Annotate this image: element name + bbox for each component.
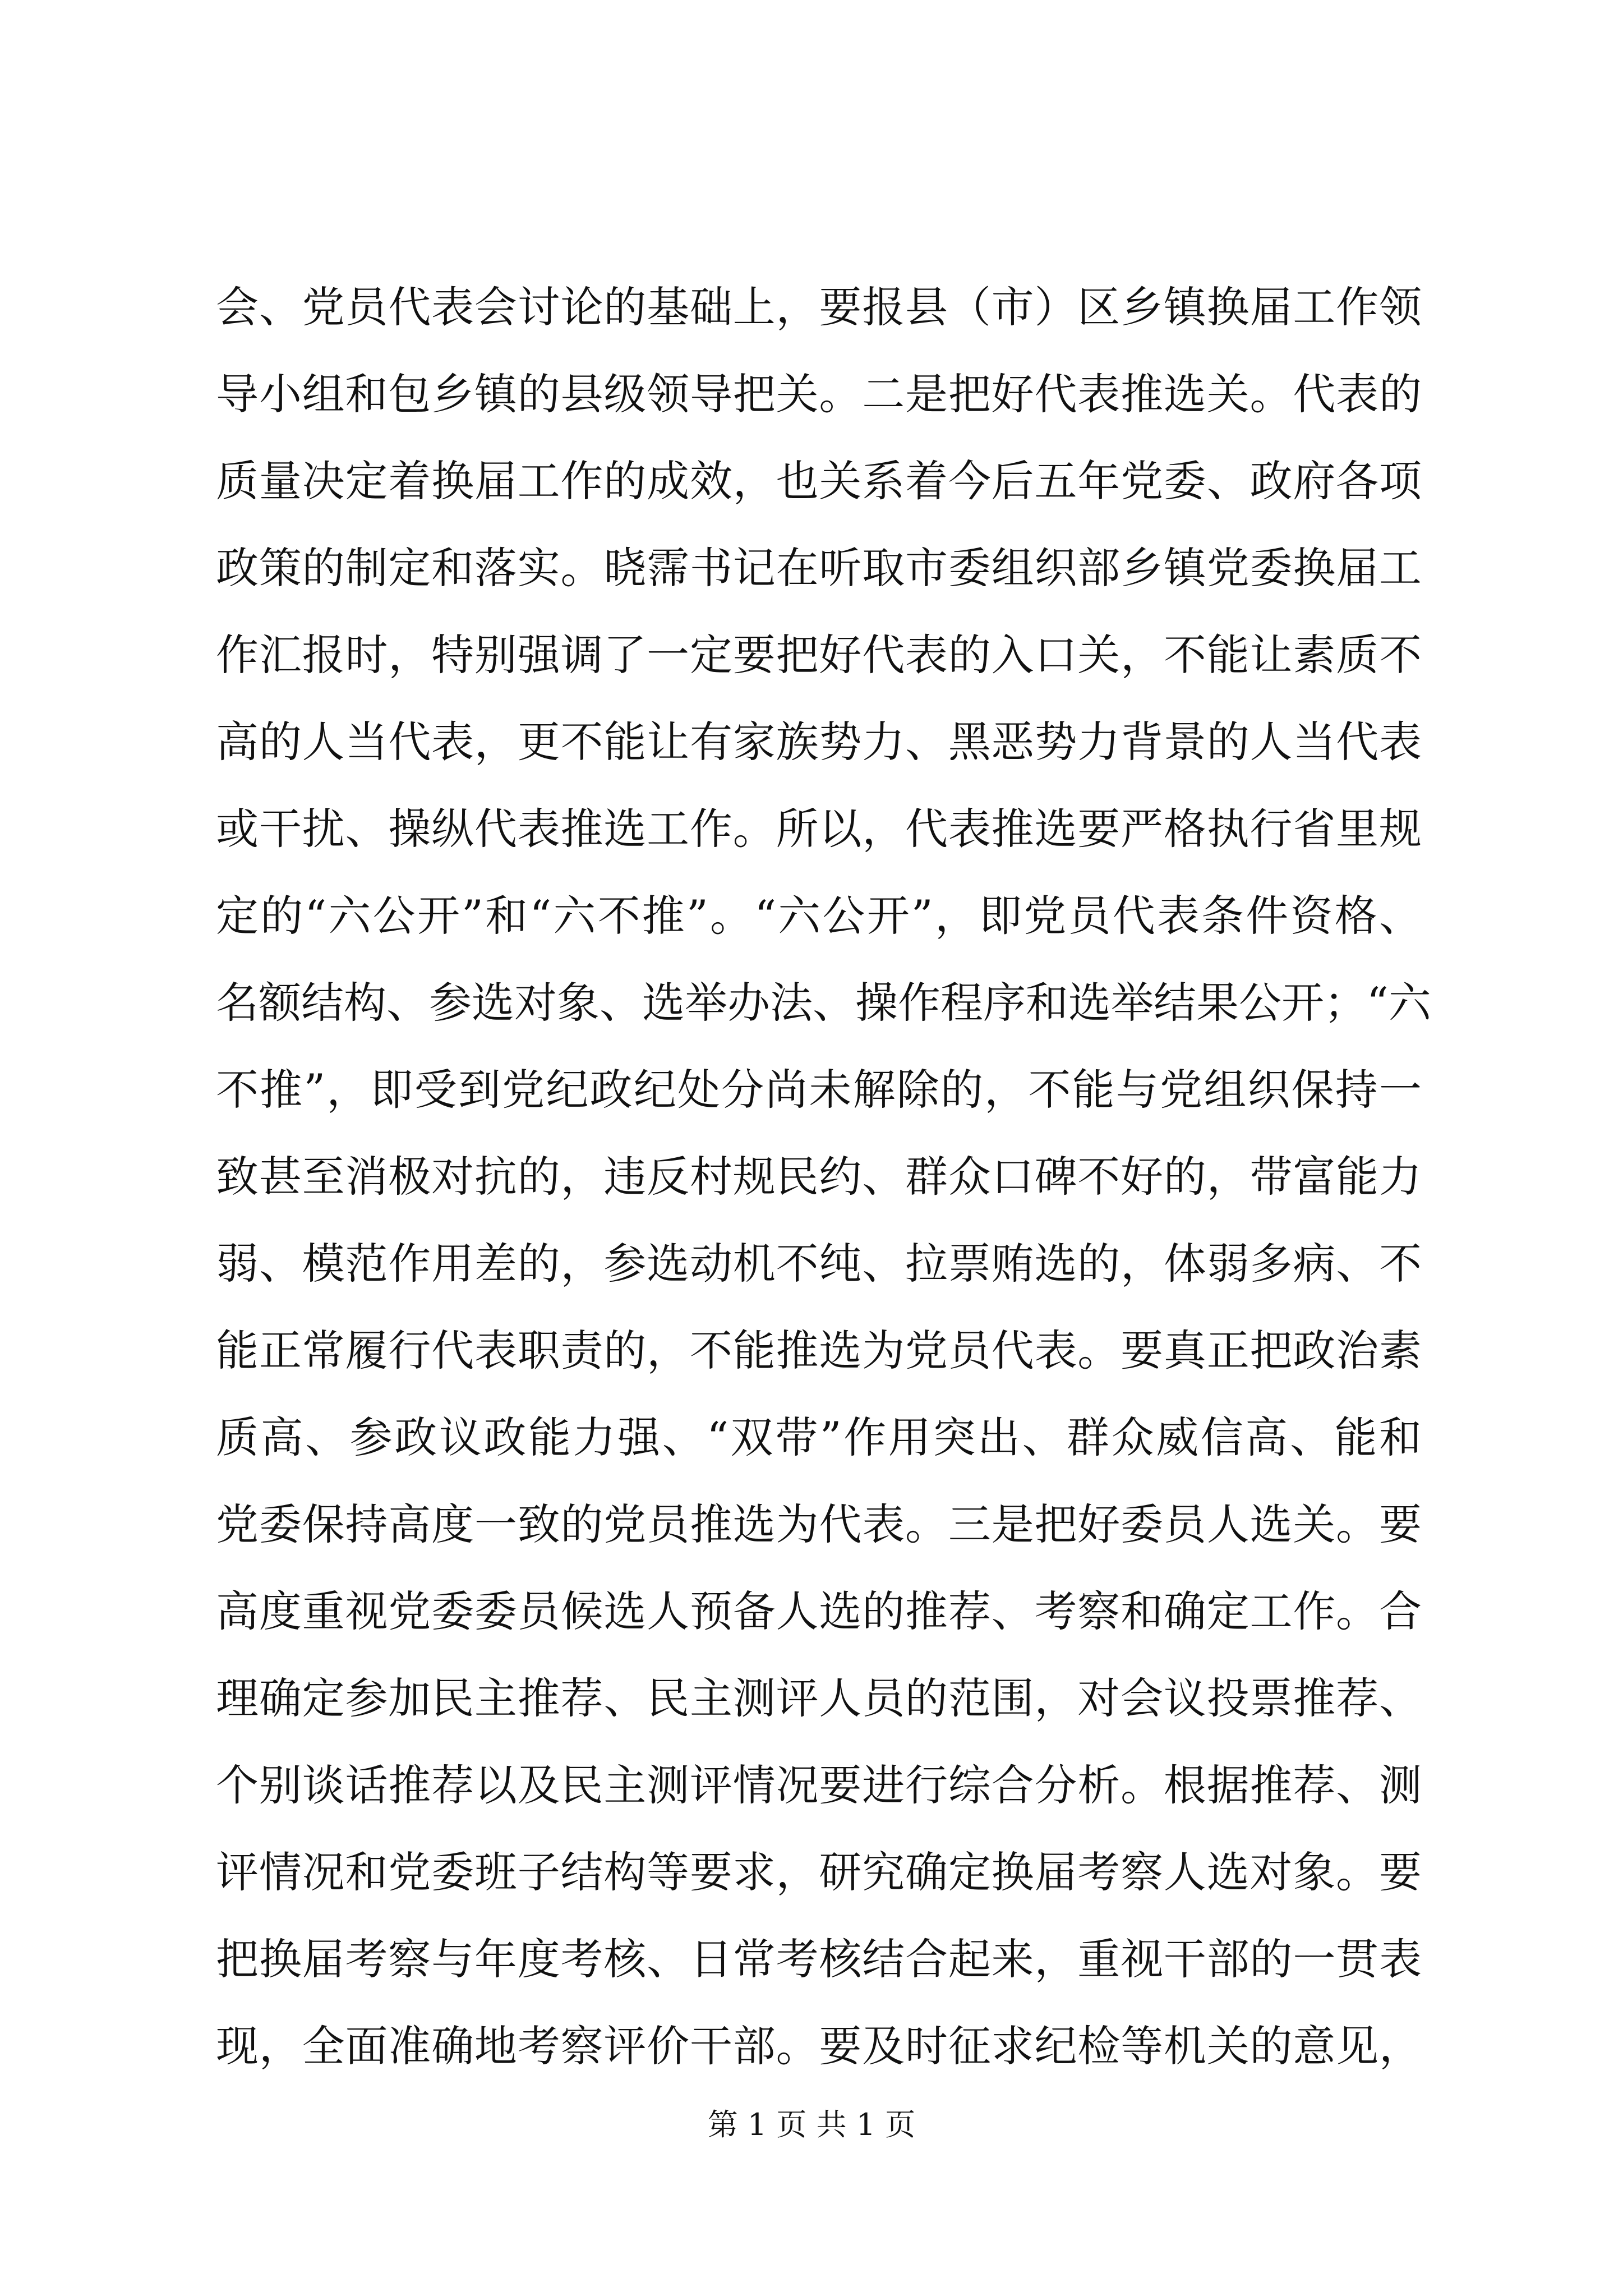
text-line: 作汇报时，特别强调了一定要把好代表的入口关，不能让素质不 bbox=[216, 630, 1422, 680]
text-line: 质高、参政议政能力强、“双带”作用突出、群众威信高、能和 bbox=[216, 1412, 1422, 1462]
text-line: 能正常履行代表职责的，不能推选为党员代表。要真正把政治素 bbox=[216, 1326, 1422, 1375]
text-line: 理确定参加民主推荐、民主测评人员的范围，对会议投票推荐、 bbox=[216, 1673, 1422, 1723]
text-line: 高度重视党委委员候选人预备人选的推荐、考察和确定工作。合 bbox=[216, 1586, 1422, 1636]
page-number-footer: 第 1 页 共 1 页 bbox=[707, 2107, 916, 2142]
text-line: 把换届考察与年度考核、日常考核结合起来，重视干部的一贯表 bbox=[216, 1934, 1422, 1984]
text-line: 致甚至消极对抗的，违反村规民约、群众口碑不好的，带富能力 bbox=[216, 1152, 1422, 1202]
text-line: 个别谈话推荐以及民主测评情况要进行综合分析。根据推荐、测 bbox=[216, 1760, 1422, 1810]
text-line: 会、党员代表会讨论的基础上，要报县（市）区乡镇换届工作领 bbox=[216, 282, 1422, 332]
text-line: 或干扰、操纵代表推选工作。所以，代表推选要严格执行省里规 bbox=[216, 804, 1422, 854]
text-line: 定的“六公开”和“六不推”。“六公开”，即党员代表条件资格、 bbox=[216, 891, 1422, 941]
text-line: 名额结构、参选对象、选举办法、操作程序和选举结果公开；“六 bbox=[216, 978, 1431, 1028]
text-line: 党委保持高度一致的党员推选为代表。三是把好委员人选关。要 bbox=[216, 1499, 1422, 1549]
text-line: 导小组和包乡镇的县级领导把关。二是把好代表推选关。代表的 bbox=[216, 369, 1422, 419]
text-line: 不推”，即受到党纪政纪处分尚未解除的，不能与党组织保持一 bbox=[216, 1065, 1422, 1115]
text-line: 现，全面准确地考察评价干部。要及时征求纪检等机关的意见， bbox=[216, 2021, 1422, 2071]
text-line: 政策的制定和落实。晓霈书记在听取市委组织部乡镇党委换届工 bbox=[216, 543, 1422, 593]
text-line: 评情况和党委班子结构等要求，研究确定换届考察人选对象。要 bbox=[216, 1847, 1422, 1897]
text-line: 弱、模范作用差的，参选动机不纯、拉票贿选的，体弱多病、不 bbox=[216, 1239, 1422, 1289]
text-line: 质量决定着换届工作的成效，也关系着今后五年党委、政府各项 bbox=[216, 456, 1422, 506]
text-line: 高的人当代表，更不能让有家族势力、黑恶势力背景的人当代表 bbox=[216, 717, 1422, 767]
